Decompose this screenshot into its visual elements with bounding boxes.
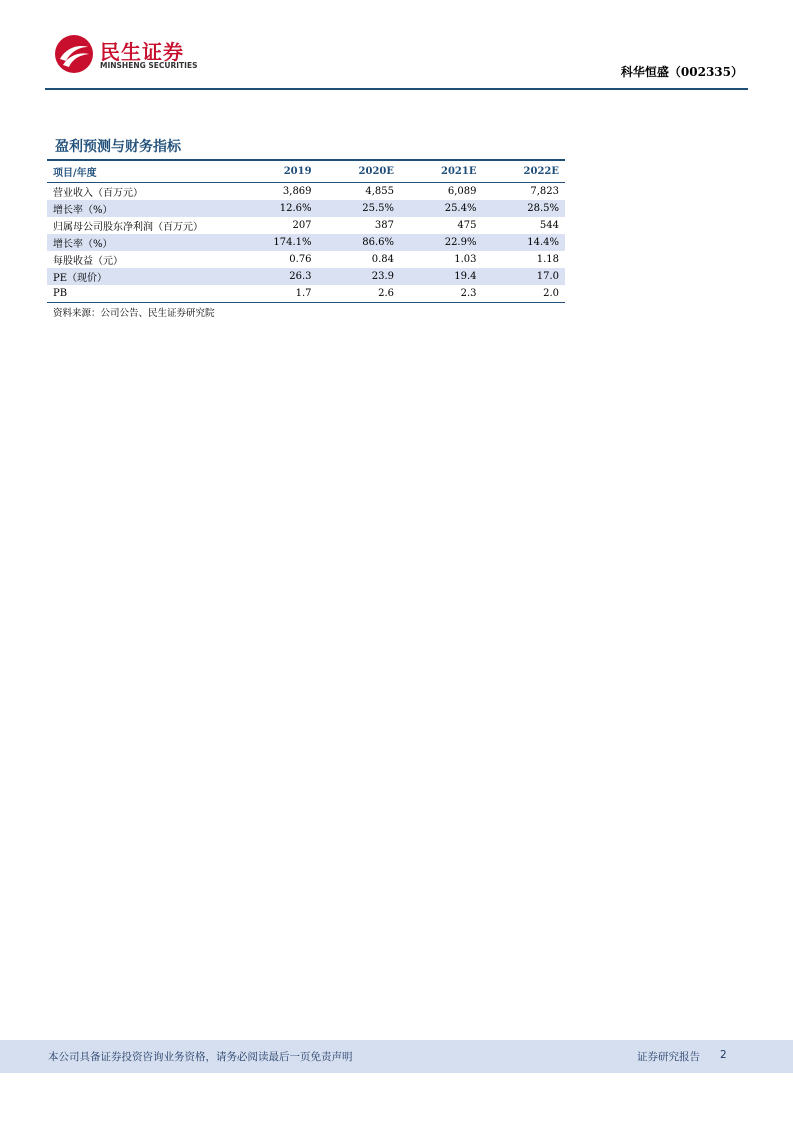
logo-english-name: MINSHENG SECURITIES <box>100 61 198 70</box>
table-cell: 1.7 <box>235 285 317 303</box>
table-cell: 17.0 <box>482 268 565 285</box>
table-cell: 1.03 <box>454 254 477 265</box>
company-ticker-tag: 科华恒盛（002335） <box>620 65 743 79</box>
table-cell: 7,823 <box>530 186 559 197</box>
header-divider <box>45 88 748 90</box>
table-source-note: 资料来源：公司公告、民生证券研究院 <box>53 308 215 319</box>
table-cell: 0.76 <box>289 254 312 265</box>
footer-report-type: 证券研究报告 <box>637 1051 700 1063</box>
table-cell: 19.4 <box>400 268 482 285</box>
table-cell: 207 <box>292 220 312 231</box>
table-cell: 4,855 <box>365 186 395 197</box>
row-label: 归属母公司股东净利润（百万元） <box>53 222 203 233</box>
row-label: PE（现价） <box>47 268 235 285</box>
table-row <box>47 200 565 217</box>
table-cell: 14.4% <box>482 234 565 251</box>
table-cell: 174.1% <box>235 234 317 251</box>
company-logo <box>54 34 214 74</box>
table-cell: 12.6% <box>235 200 317 217</box>
table-cell: 28.5% <box>482 200 565 217</box>
table-cell: 387 <box>374 220 395 231</box>
table-cell: 2.0 <box>482 285 565 303</box>
table-cell: 25.5% <box>318 200 400 217</box>
table-cell: 2.6 <box>318 285 400 303</box>
table-header-row <box>47 160 565 183</box>
table-row <box>47 217 565 234</box>
row-label: 增长率（%） <box>47 234 235 251</box>
column-header: 2020E <box>318 160 400 183</box>
table-row <box>47 285 565 303</box>
row-label: 营业收入（百万元） <box>53 188 143 199</box>
column-header: 项目/年度 <box>47 160 235 183</box>
page-footer <box>0 1040 793 1073</box>
table-cell: 86.6% <box>318 234 400 251</box>
table-row <box>47 183 565 201</box>
table-cell: 544 <box>539 220 559 231</box>
table-cell: 26.3 <box>235 268 317 285</box>
table-cell: 23.9 <box>318 268 400 285</box>
logo-chinese-name: 民生证券 <box>100 40 184 64</box>
row-label: PB <box>47 285 235 303</box>
column-header: 2022E <box>482 160 565 183</box>
table-cell: 1.18 <box>536 254 559 265</box>
page-header <box>0 0 793 92</box>
table-cell: 3,869 <box>282 186 312 197</box>
page-number: 2 <box>720 1049 727 1061</box>
column-header: 2019 <box>235 160 317 183</box>
column-header: 2021E <box>400 160 482 183</box>
section-title: 盈利预测与财务指标 <box>55 139 181 155</box>
table-row <box>47 268 565 285</box>
table-cell: 6,089 <box>447 186 477 197</box>
footer-disclaimer: 本公司具备证券投资咨询业务资格，请务必阅读最后一页免责声明 <box>48 1051 353 1063</box>
row-label: 每股收益（元） <box>53 256 123 267</box>
table-cell: 22.9% <box>400 234 482 251</box>
table-row <box>47 234 565 251</box>
table-cell: 0.84 <box>371 254 395 265</box>
financial-forecast-table <box>47 159 565 303</box>
table-cell: 475 <box>457 220 477 231</box>
minsheng-logo-icon <box>54 34 94 74</box>
row-label: 增长率（%） <box>47 200 235 217</box>
table-cell: 2.3 <box>400 285 482 303</box>
table-row <box>47 251 565 268</box>
table-cell: 25.4% <box>400 200 482 217</box>
